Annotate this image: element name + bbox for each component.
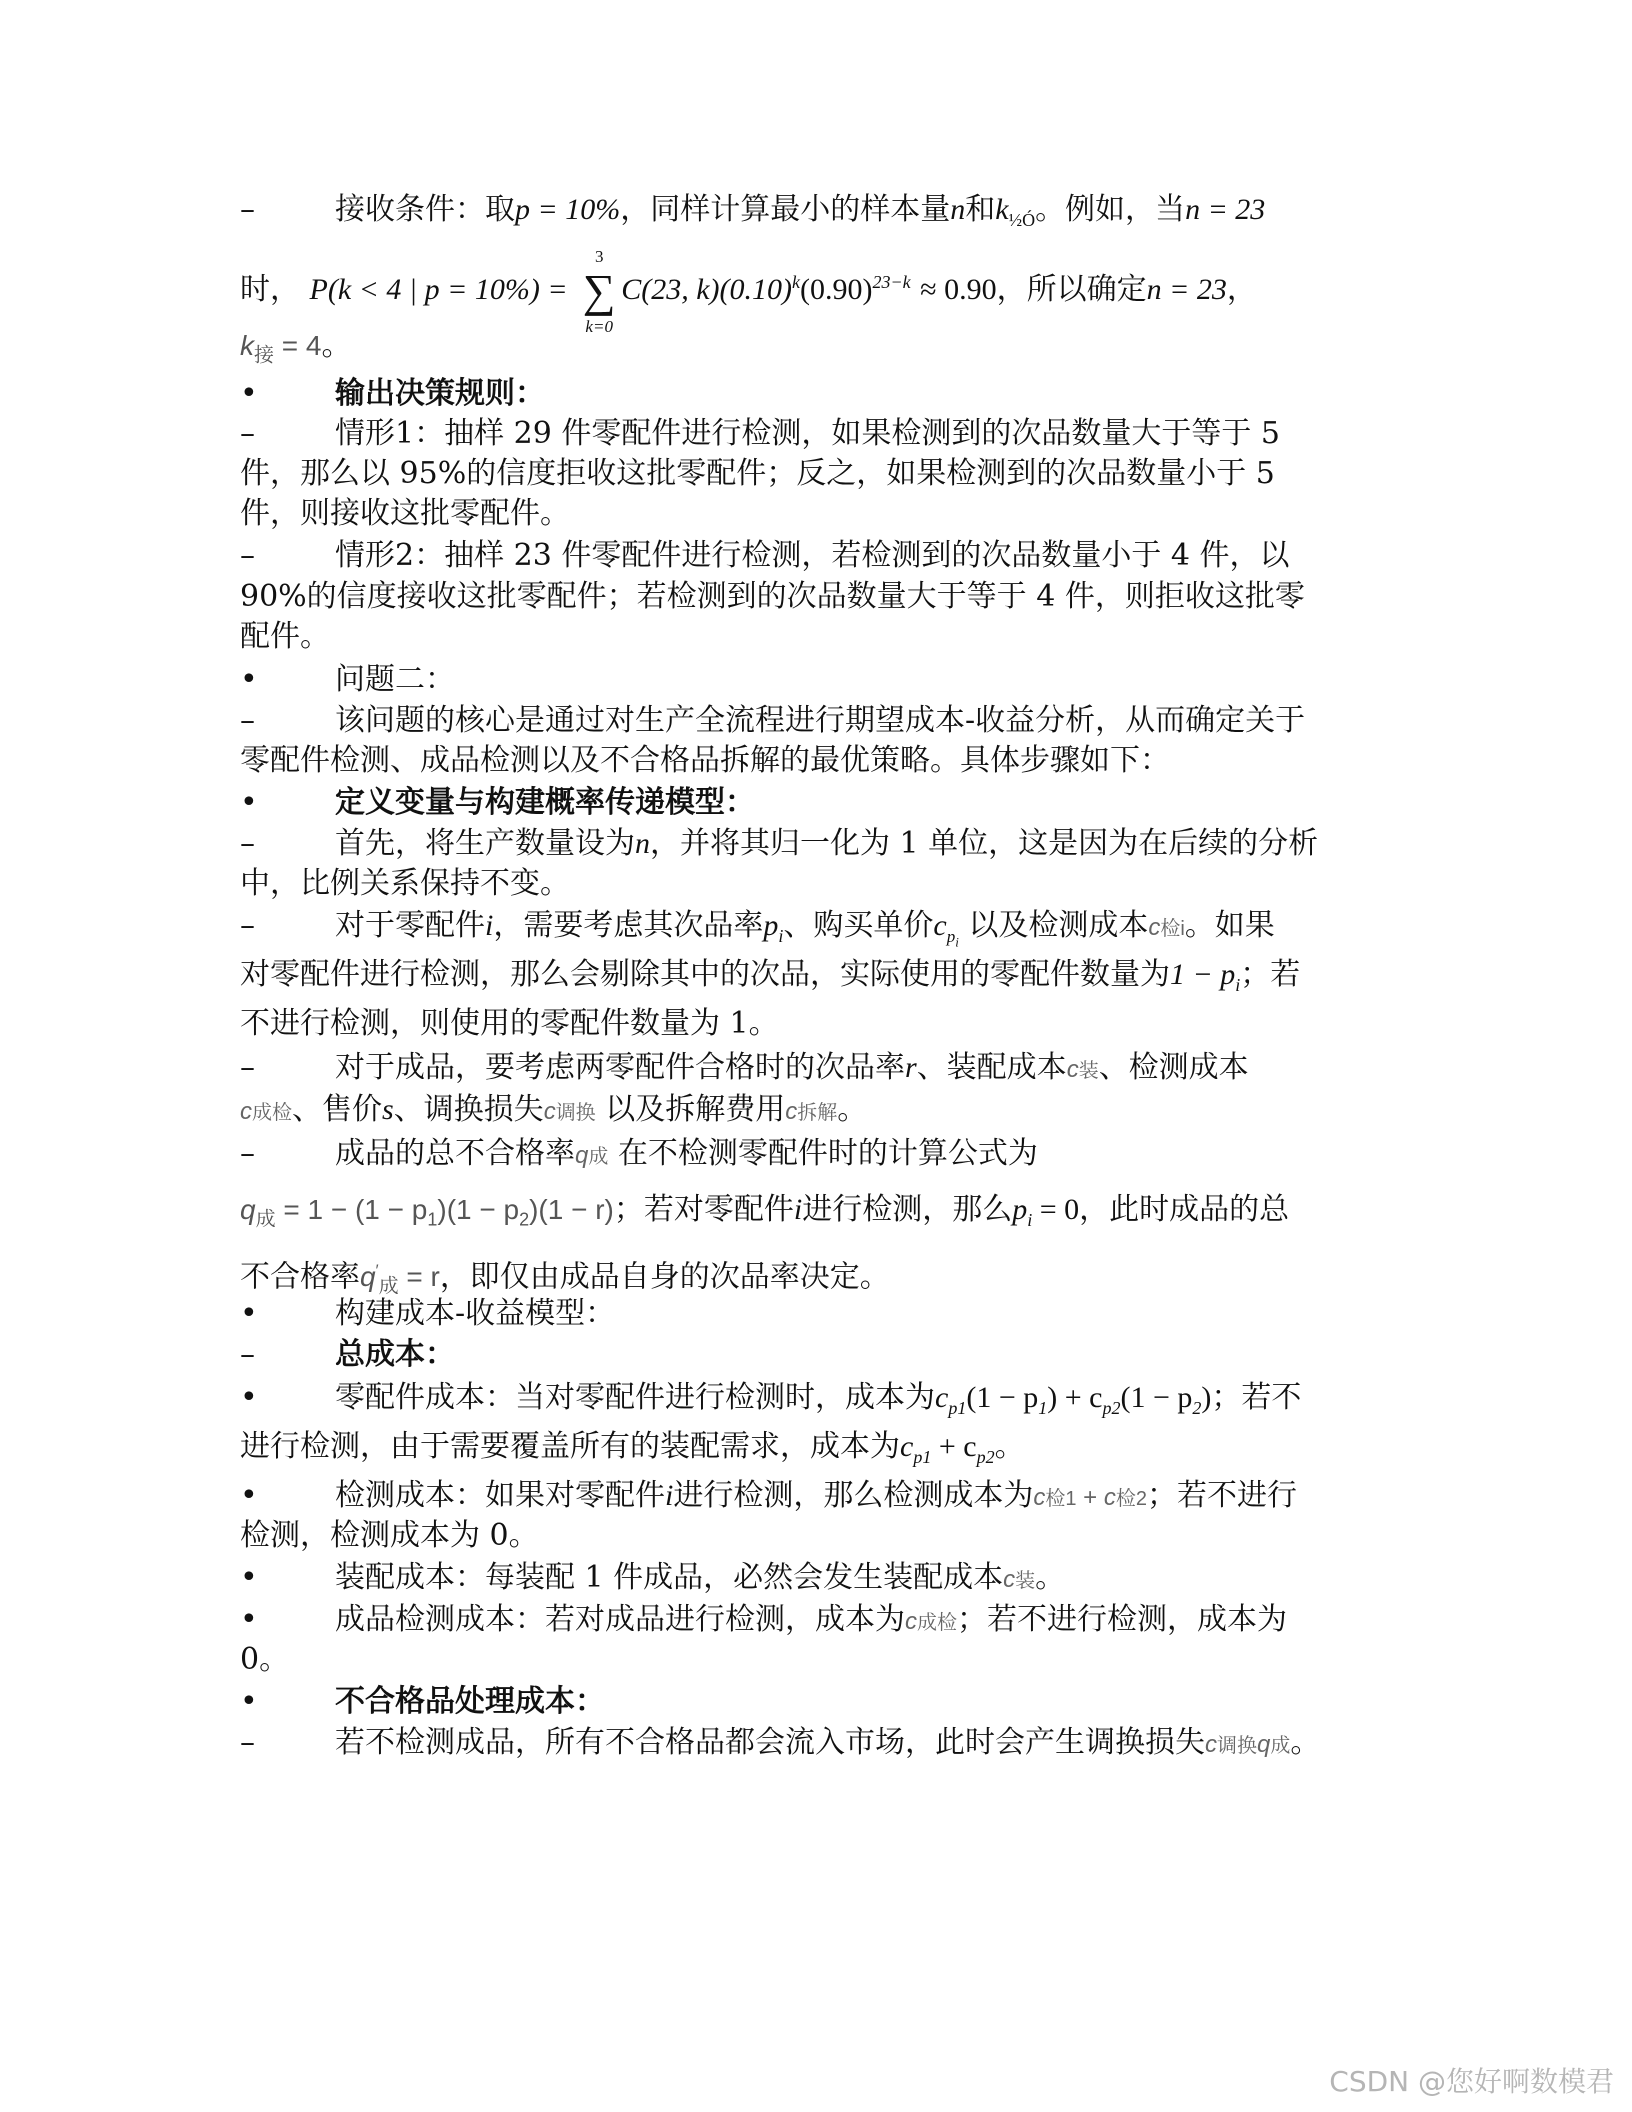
dash-marker: – — [240, 1136, 255, 1171]
c-product-check-image: c成检 — [240, 1098, 292, 1125]
inspection-cost-line-1: 检测成本：如果对零配件i进行检测，那么检测成本为c检1 + c检2；若不进行 — [335, 1478, 1297, 1513]
bullet-marker: • — [240, 1560, 258, 1595]
k-accept-line: $k_接 = 4$。 — [240, 328, 352, 367]
bullet-marker: • — [240, 1478, 258, 1513]
q-prime-image: $q'_成 = r$ — [360, 1261, 440, 1298]
summation-symbol: ∑ 3 k=0 — [582, 247, 616, 336]
case1-line-1: 情形1：抽样 29 件零配件进行检测，如果检测到的次品数量大于等于 5 — [335, 416, 1280, 451]
bullet-marker: • — [240, 1296, 258, 1331]
bullet-marker: • — [240, 785, 258, 820]
defect-rate-line-3: 不合格率$q'_成 = r$，即仅由成品自身的次品率决定。 — [240, 1259, 890, 1298]
c-disassembly-image: c拆解 — [785, 1098, 838, 1125]
decision-rules-heading: 输出决策规则： — [335, 376, 545, 411]
case1-line-2: 件，那么以 95%的信度拒收这批零配件；反之，如果检测到的次品数量小于 5 — [240, 456, 1275, 491]
assembly-cost-line: 装配成本：每装配 1 件成品，必然会发生装配成本c装。 — [335, 1560, 1066, 1595]
product-def-line-1: 对于成品，要考虑两零配件合格时的次品率r、装配成本c装、检测成本 — [335, 1050, 1249, 1085]
component-cost-line-1: 零配件成本：当对零配件进行检测时，成本为$c_{p1}(1 - p_1) + c_{p2}(1 - p_2)$；若不 — [335, 1380, 1302, 1418]
product-def-line-2: c成检、售价s、调换损失c调换 以及拆解费用c拆解。 — [240, 1092, 868, 1127]
c-exchange-image: c调换 — [543, 1098, 596, 1125]
cost-model-heading: 构建成本-收益模型： — [335, 1296, 616, 1331]
inspection-cost-line-2: 检测，检测成本为 0。 — [240, 1518, 539, 1553]
normalize-line-1: 首先，将生产数量设为n，并将其归一化为 1 单位，这是因为在后续的分析 — [335, 826, 1319, 861]
case2-line-3: 配件。 — [240, 619, 330, 654]
component-def-line-3: 不进行检测，则使用的零配件数量为 1。 — [240, 1006, 779, 1041]
product-inspection-cost-line-1: 成品检测成本：若对成品进行检测，成本为c成检；若不进行检测，成本为 — [335, 1602, 1287, 1637]
question-two-heading: 问题二： — [335, 662, 455, 697]
defect-rate-line-2: $q_成 = 1 - (1 - p_1)(1 - p_2)(1 - r)$；若对零配件i进行检测，那么$p_i = 0$，此时成品的总 — [240, 1192, 1290, 1231]
bullet-marker: • — [240, 1602, 258, 1637]
c-product-check-image: c成检 — [905, 1608, 957, 1635]
acceptance-condition-line: 接收条件：取p = 10%，同样计算最小的样本量n和$k_{\frac{1}{2}Ó}$。例如，当n = 23 — [335, 192, 1266, 230]
case1-line-3: 件，则接收这批零配件。 — [240, 496, 570, 531]
bullet-marker: • — [240, 376, 258, 411]
c-assembly-image: c装 — [1003, 1566, 1036, 1593]
dash-marker: – — [240, 703, 255, 738]
k-accept-image: $k_接 = 4$ — [240, 330, 322, 367]
component-def-line-2: 对零配件进行检测，那么会剔除其中的次品，实际使用的零配件数量为$1 - p_i$；若 — [240, 957, 1301, 995]
defect-rate-line-1: 成品的总不合格率q成 在不检测零配件时的计算公式为 — [335, 1136, 1038, 1171]
csdn-watermark: CSDN @您好啊数模君 — [1329, 2065, 1614, 2098]
case2-line-2: 90%的信度接收这批零配件；若检测到的次品数量大于等于 4 件，则拒收这批零 — [240, 579, 1305, 614]
dash-marker: – — [240, 192, 255, 227]
c-check-i-image: c检i — [1148, 914, 1185, 941]
dash-marker: – — [240, 1337, 255, 1372]
define-variables-heading: 定义变量与构建概率传递模型： — [335, 785, 755, 820]
c-exchange-q-image: c调换q成 — [1205, 1731, 1291, 1758]
case2-line-1: 情形2：抽样 23 件零配件进行检测，若检测到的次品数量小于 4 件，以 — [335, 538, 1290, 573]
question-two-intro-2: 零配件检测、成品检测以及不合格品拆解的最优策略。具体步骤如下： — [240, 743, 1170, 778]
exchange-loss-line: 若不检测成品，所有不合格品都会流入市场，此时会产生调换损失c调换q成。 — [335, 1725, 1321, 1760]
bullet-marker: • — [240, 1380, 258, 1415]
component-def-line-1: 对于零配件i，需要考虑其次品率$p_i$、购买单价$c_{p_i}$ 以及检测成本c检i。如果 — [335, 908, 1275, 950]
c-assembly-image: c装 — [1066, 1056, 1099, 1083]
question-two-intro-1: 该问题的核心是通过对生产全流程进行期望成本-收益分析，从而确定关于 — [335, 703, 1306, 738]
dash-marker: – — [240, 1050, 255, 1085]
dash-marker: – — [240, 1725, 255, 1760]
c-check-sum-image: c检1 + c检2 — [1033, 1484, 1147, 1511]
bullet-marker: • — [240, 662, 258, 697]
probability-formula-line: 时， P(k < 4 | p = 10%) = ∑ 3 k=0 C(23, $k)(0.10)^k(0.90)^{23-k} \approx 0.90$，所以确定n = 23， — [240, 247, 1257, 336]
q-formula-image: $q_成 = 1 - (1 - p_1)(1 - p_2)(1 - r)$ — [240, 1194, 614, 1231]
total-cost-heading: 总成本： — [335, 1337, 455, 1372]
bullet-marker: • — [240, 1684, 258, 1719]
product-inspection-cost-line-2: 0。 — [240, 1642, 290, 1677]
defective-handling-heading: 不合格品处理成本： — [335, 1684, 605, 1719]
dash-marker: – — [240, 826, 255, 861]
q-product-image: q成 — [575, 1142, 609, 1169]
component-cost-line-2: 进行检测，由于需要覆盖所有的装配需求，成本为$c_{p1} + c_{p2}$。 — [240, 1429, 1025, 1467]
normalize-line-2: 中，比例关系保持不变。 — [240, 866, 570, 901]
dash-marker: – — [240, 538, 255, 573]
dash-marker: – — [240, 416, 255, 451]
dash-marker: – — [240, 908, 255, 943]
